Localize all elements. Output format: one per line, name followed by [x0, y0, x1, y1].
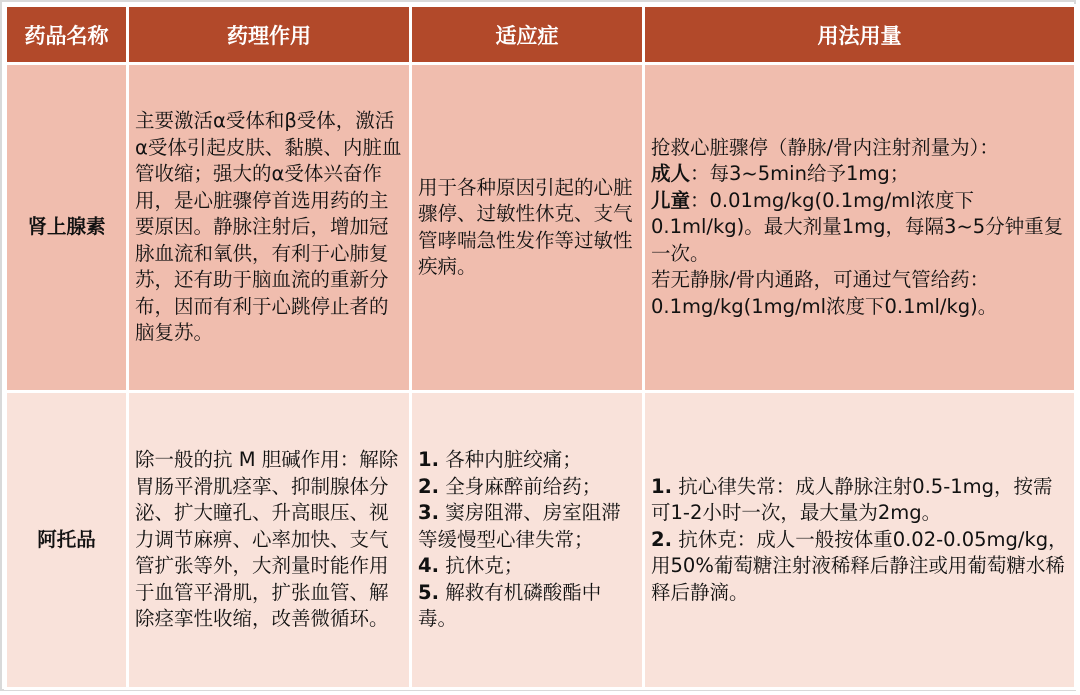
list-item: 2. 抗休克：成人一般按体重0.02-0.05mg/kg，用50%葡萄糖注射液稀释后静注或用葡萄糖水稀释后静滴。 — [651, 527, 1068, 604]
drug-name-cell: 阿托品 — [6, 392, 128, 689]
list-item: 1. 抗心律失常：成人静脉注射0.5-1mg，按需可1-2小时一次，最大量为2mg。 — [651, 474, 1053, 525]
drug-table — [4, 4, 1077, 690]
header-drug-name: 药品名称 — [6, 6, 128, 64]
dosage-adult — [651, 161, 1068, 188]
header-pharmacology: 药理作用 — [128, 6, 411, 64]
pharmacology-cell: 除一般的抗 M 胆碱作用：解除胃肠平滑肌痉挛、抑制腺体分泌、扩大瞳孔、升高眼压、视力调节麻痹、心率加快、支气管扩张等外，大剂量时能作用于血管平滑肌，扩张血管、解除痉挛性收缩，改善微循环。 — [128, 392, 411, 689]
dosage-intro: 抢救心脏骤停（静脉/骨内注射剂量为）： — [651, 135, 999, 159]
dosage-alt: 若无静脉/骨内通路，可通过气管给药：0.1mg/kg(1mg/ml浓度下0.1ml/kg)。 — [651, 268, 998, 318]
indications-cell — [411, 392, 644, 689]
child-label: 儿童 — [651, 188, 691, 212]
indications-cell: 用于各种原因引起的心脏骤停、过敏性休克、支气管哮喘急性发作等过敏性疾病。 — [411, 64, 644, 392]
list-item: 3. 窦房阻滞、房室阻滞等缓慢型心律失常； — [418, 501, 621, 551]
header-row — [6, 6, 1076, 64]
list-item: 1. 各种内脏绞痛； — [418, 448, 582, 472]
table-row-atropine — [6, 392, 1076, 689]
list-item: 5. 解救有机磷酸酯中毒。 — [418, 580, 602, 631]
header-indications: 适应症 — [411, 6, 644, 64]
header-dosage: 用法用量 — [644, 6, 1076, 64]
dosage-child — [651, 188, 1068, 268]
adult-label: 成人 — [651, 162, 691, 186]
adult-text: ：每3~5min给予1mg； — [690, 162, 910, 186]
child-text: ：0.01mg/kg(0.1mg/ml浓度下0.1ml/kg)。最大剂量1mg，每隔3~5分钟重复一次。 — [651, 188, 1064, 265]
dosage-cell — [644, 64, 1076, 392]
list-item: 2. 全身麻醉前给药； — [418, 474, 602, 498]
dosage-cell — [644, 392, 1076, 689]
drug-name-cell: 肾上腺素 — [6, 64, 128, 392]
table-row-epinephrine — [6, 64, 1076, 392]
pharmacology-cell: 主要激活α受体和β受体，激活α受体引起皮肤、黏膜、内脏血管收缩；强大的α受体兴奋作用，是心脏骤停首选用药的主要原因。静脉注射后，增加冠脉血流和氧供，有利于心肺复苏，还有助于脑血流的重新分布，因而有利于心跳停止者的脑复苏。 — [128, 64, 411, 392]
list-item: 4. 抗休克； — [418, 554, 524, 578]
